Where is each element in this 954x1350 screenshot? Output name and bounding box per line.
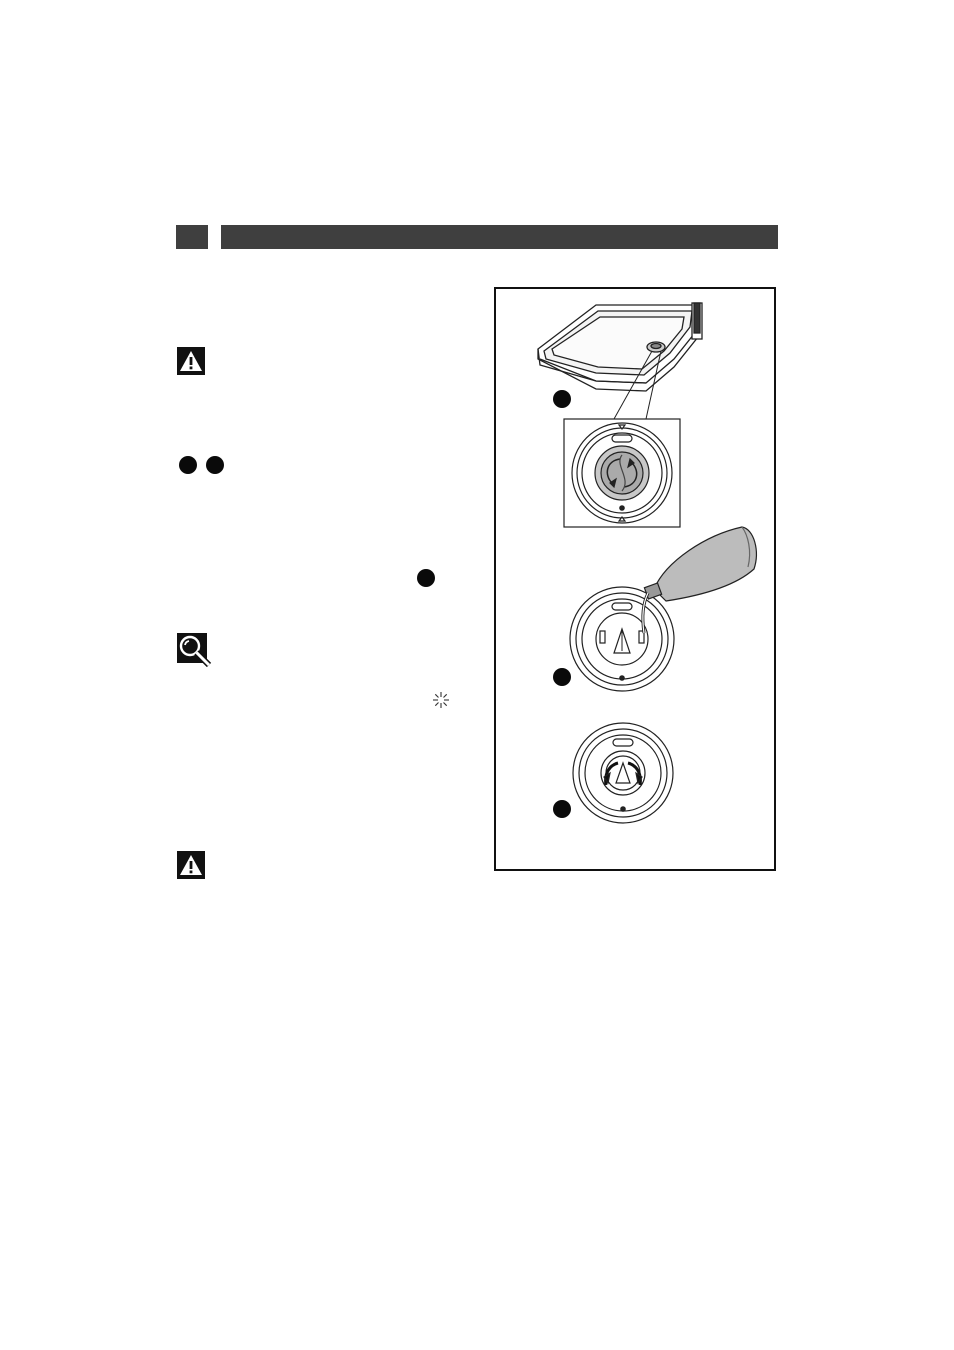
section-header-bar (221, 225, 778, 249)
reservoir-cap-detail (564, 419, 680, 527)
step-marker-b (206, 456, 224, 474)
step-marker-a (179, 456, 197, 474)
figure-marker-1 (553, 390, 571, 408)
magnifier-icon (177, 633, 213, 667)
sparkle-icon (432, 691, 450, 709)
warning-triangle-icon (177, 851, 205, 879)
cap-closed-illustration (573, 723, 673, 823)
figure-marker-2 (553, 668, 571, 686)
warning-triangle-icon (177, 347, 205, 375)
figure-marker-3 (553, 800, 571, 818)
illustration-panel (494, 287, 776, 871)
step-marker-c (417, 569, 435, 587)
page-number-tab (176, 225, 208, 249)
filling-with-salt-bottle-illustration (570, 527, 756, 691)
